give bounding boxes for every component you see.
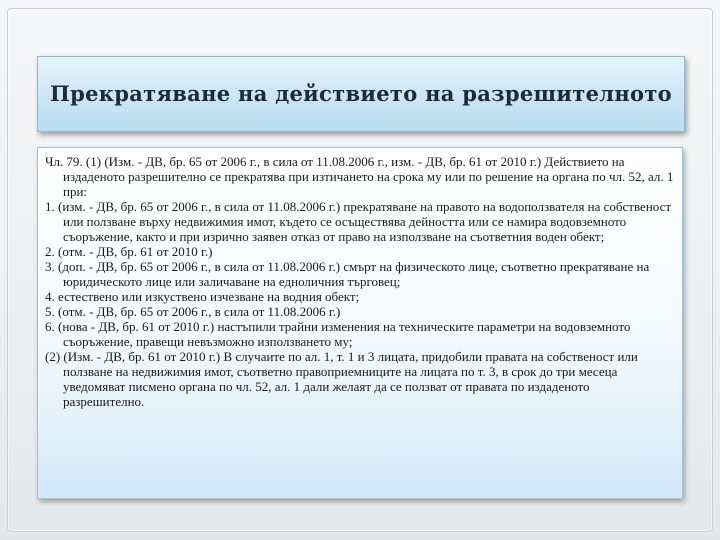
paragraph-item-1: 1. (изм. - ДВ, бр. 65 от 2006 г., в сила от 11.08.2006 г.) прекратяване на правото на водоползвателя на собственост или ползване върху недвижимия имот, където се осъществява дейността или се намира водовземното съоръжение, както и при изрично заявен отказ от право на използване на съответния воден обект;: [45, 199, 672, 244]
paragraph-item-4: 4. естествено или изкуствено изчезване на водния обект;: [45, 289, 360, 304]
title-box: [37, 56, 685, 132]
paragraph-item-2: 2. (отм. - ДВ, бр. 61 от 2010 г.): [45, 244, 213, 259]
paragraph-item-6: 6. (нова - ДВ, бр. 61 от 2010 г.) настъпили трайни изменения на техническите параметри на водовземното съоръжение, правещи невъзможно използването му;: [45, 319, 631, 349]
paragraph-art79-2: (2) (Изм. - ДВ, бр. 61 от 2010 г.) В случаите по ал. 1, т. 1 и 3 лицата, придобили правата на собственост или ползване на недвижимия имот, съответно правоприемниците на лицата по т. 3, в срок до три месеца уведомяват писмено органа по чл. 52, ал. 1 дали желаят да се ползват от правата по издаденото разрешително.: [45, 349, 638, 409]
paragraph-item-5: 5. (отм. - ДВ, бр. 65 от 2006 г., в сила от 11.08.2006 г.): [45, 304, 341, 319]
paragraph-item-3: 3. (доп. - ДВ, бр. 65 от 2006 г., в сила от 11.08.2006 г.) смърт на физическото лице, съответно прекратяване на юридическото лице или заличаване на едноличния търговец;: [45, 259, 650, 289]
paragraph-art79-1: Чл. 79. (1) (Изм. - ДВ, бр. 65 от 2006 г., в сила от 11.08.2006 г., изм. - ДВ, бр. 61 от 2010 г.) Действието на издаденото разрешително се прекратява при изтичането на срока му или по решение на органа по чл. 52, ал. 1 при:: [45, 154, 674, 199]
content-box: [37, 147, 683, 499]
slide-title: Прекратяване на действието на разрешителното: [50, 81, 672, 106]
